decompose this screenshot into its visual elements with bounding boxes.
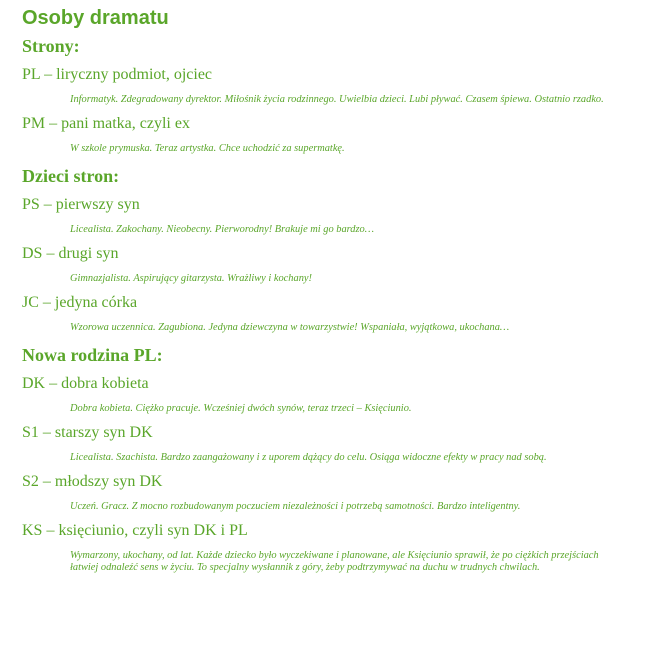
person-description: Gimnazjalista. Aspirujący gitarzysta. Wrażliwy i kochany!	[70, 273, 312, 284]
person-name: S1 – starszy syn DK	[22, 424, 153, 441]
group-nowa-rodzina	[22, 344, 622, 574]
person-description: Licealista. Szachista. Bardzo zaangażowany i z uporem dążący do celu. Osiąga widoczne efekty w pracy nad sobą.	[70, 452, 547, 463]
person-entry	[22, 195, 622, 236]
group-strony	[22, 35, 622, 155]
group-heading: Dzieci stron:	[22, 166, 120, 186]
group-heading: Nowa rodzina PL:	[22, 345, 163, 365]
document-page	[22, 6, 622, 574]
person-description: Uczeń. Gracz. Z mocno rozbudowanym poczuciem niezależności i potrzebą samotności. Bardzo inteligentny.	[70, 501, 521, 512]
person-name: DK – dobra kobieta	[22, 375, 149, 392]
person-description: W szkole prymuska. Teraz artystka. Chce uchodzić za supermatkę.	[70, 143, 345, 154]
person-name: JC – jedyna córka	[22, 294, 138, 311]
person-description: Dobra kobieta. Ciężko pracuje. Wcześniej dwóch synów, teraz trzeci – Księciunio.	[70, 403, 412, 414]
person-entry	[22, 293, 622, 334]
person-description: Licealista. Zakochany. Nieobecny. Pierworodny! Brakuje mi go bardzo…	[70, 224, 374, 235]
group-dzieci-stron	[22, 165, 622, 334]
person-entry	[22, 423, 622, 464]
group-heading: Strony:	[22, 36, 80, 56]
person-name: DS – drugi syn	[22, 245, 119, 262]
person-description: Informatyk. Zdegradowany dyrektor. Miłośnik życia rodzinnego. Uwielbia dzieci. Lubi pływać. Czasem śpiewa. Ostatnio rzadko.	[70, 94, 604, 105]
person-name: S2 – młodszy syn DK	[22, 473, 163, 490]
person-entry	[22, 114, 622, 155]
person-entry	[22, 244, 622, 285]
person-name: PS – pierwszy syn	[22, 196, 140, 213]
page-title: Osoby dramatu	[22, 7, 169, 29]
person-entry	[22, 472, 622, 513]
person-description: Wymarzony, ukochany, od lat. Każde dziecko było wyczekiwane i planowane, ale Księciunio sprawił, że po ciężkich przejściach łatwiej odnaleźć sens w życiu. To specjalny wysłannik z góry, żeby podtrzymywać na duchu w trudnych chwilach.	[70, 550, 599, 573]
person-name: KS – księciunio, czyli syn DK i PL	[22, 522, 248, 539]
person-name: PL – liryczny podmiot, ojciec	[22, 66, 213, 83]
person-entry	[22, 521, 622, 574]
person-name: PM – pani matka, czyli ex	[22, 115, 190, 132]
person-description: Wzorowa uczennica. Zagubiona. Jedyna dziewczyna w towarzystwie! Wspaniała, wyjątkowa, ukochana…	[70, 322, 510, 333]
person-entry	[22, 374, 622, 415]
person-entry	[22, 65, 622, 106]
